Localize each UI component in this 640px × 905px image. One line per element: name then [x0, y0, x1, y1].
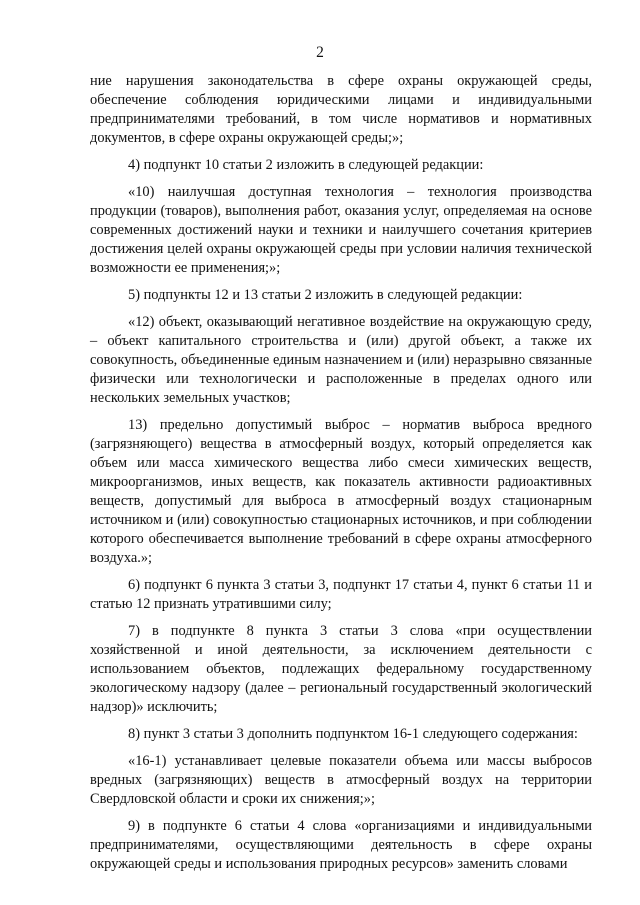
paragraph-quote-16-1: «16-1) устанавливает целевые показатели объема или массы выбросов вредных (загрязняющих) веществ в атмосферный воздух на территории Свердловской области и сроки их снижения;»; — [90, 753, 592, 807]
paragraph-quote-10: «10) наилучшая доступная технология – технология производства продукции (товаров), выполнения работ, оказания услуг, определяемая на основе современных достижений науки и техники и наилучшего сочетания критериев достижения целей охраны окружающей среды при условии наличия технической возможности ее применения;»; — [90, 184, 592, 276]
page-number: 2 — [316, 44, 324, 61]
paragraph-quote-12: «12) объект, оказывающий негативное воздействие на окружающую среду, – объект капитального строительства и (или) другой объект, а также их совокупность, объединенные единым назначением и (или) неразрывно связанные физически или технологически и расположенные в пределах одного или нескольких земельных участков; — [90, 314, 592, 406]
paragraph-item-7: 7) в подпункте 8 пункта 3 статьи 3 слова «при осуществлении хозяйственной и иной деятельности, за исключением деятельности с использованием объектов, подлежащих федеральному государственному экологическому надзору (далее – региональный государственный экологический надзор)» исключить; — [90, 623, 592, 715]
paragraph-item-4: 4) подпункт 10 статьи 2 изложить в следующей редакции: — [128, 157, 484, 173]
paragraph-item-5: 5) подпункты 12 и 13 статьи 2 изложить в следующей редакции: — [128, 287, 523, 303]
paragraph-item-8: 8) пункт 3 статьи 3 дополнить подпунктом 16-1 следующего содержания: — [128, 726, 578, 742]
document-body — [90, 72, 592, 882]
paragraph-item-6: 6) подпункт 6 пункта 3 статьи 3, подпункт 17 статьи 4, пункт 6 статьи 11 и статью 12 признать утратившими силу; — [90, 577, 592, 612]
paragraph-item-9: 9) в подпункте 6 статьи 4 слова «организациями и индивидуальными предпринимателями, осуществляющими деятельность в сфере охраны окружающей среды и использования природных ресурсов» заменить словами — [90, 818, 592, 872]
paragraph-quote-13: 13) предельно допустимый выброс – норматив выброса вредного (загрязняющего) вещества в атмосферный воздух, который определяется как объем или масса химического вещества либо смеси химических веществ, микроорганизмов, иных веществ, как показатель активности радиоактивных веществ, допустимый для выброса в атмосферный воздух стационарным источником и (или) совокупностью стационарных источников, и при соблюдении которого обеспечивается выполнение требований в сфере охраны атмосферного воздуха.»; — [90, 417, 592, 566]
paragraph-continuation: ние нарушения законодательства в сфере охраны окружающей среды, обеспечение соблюдения юридическими лицами и индивидуальными предпринимателями требований, в том числе нормативов и нормативных документов, в сфере охраны окружающей среды;»; — [90, 73, 592, 146]
